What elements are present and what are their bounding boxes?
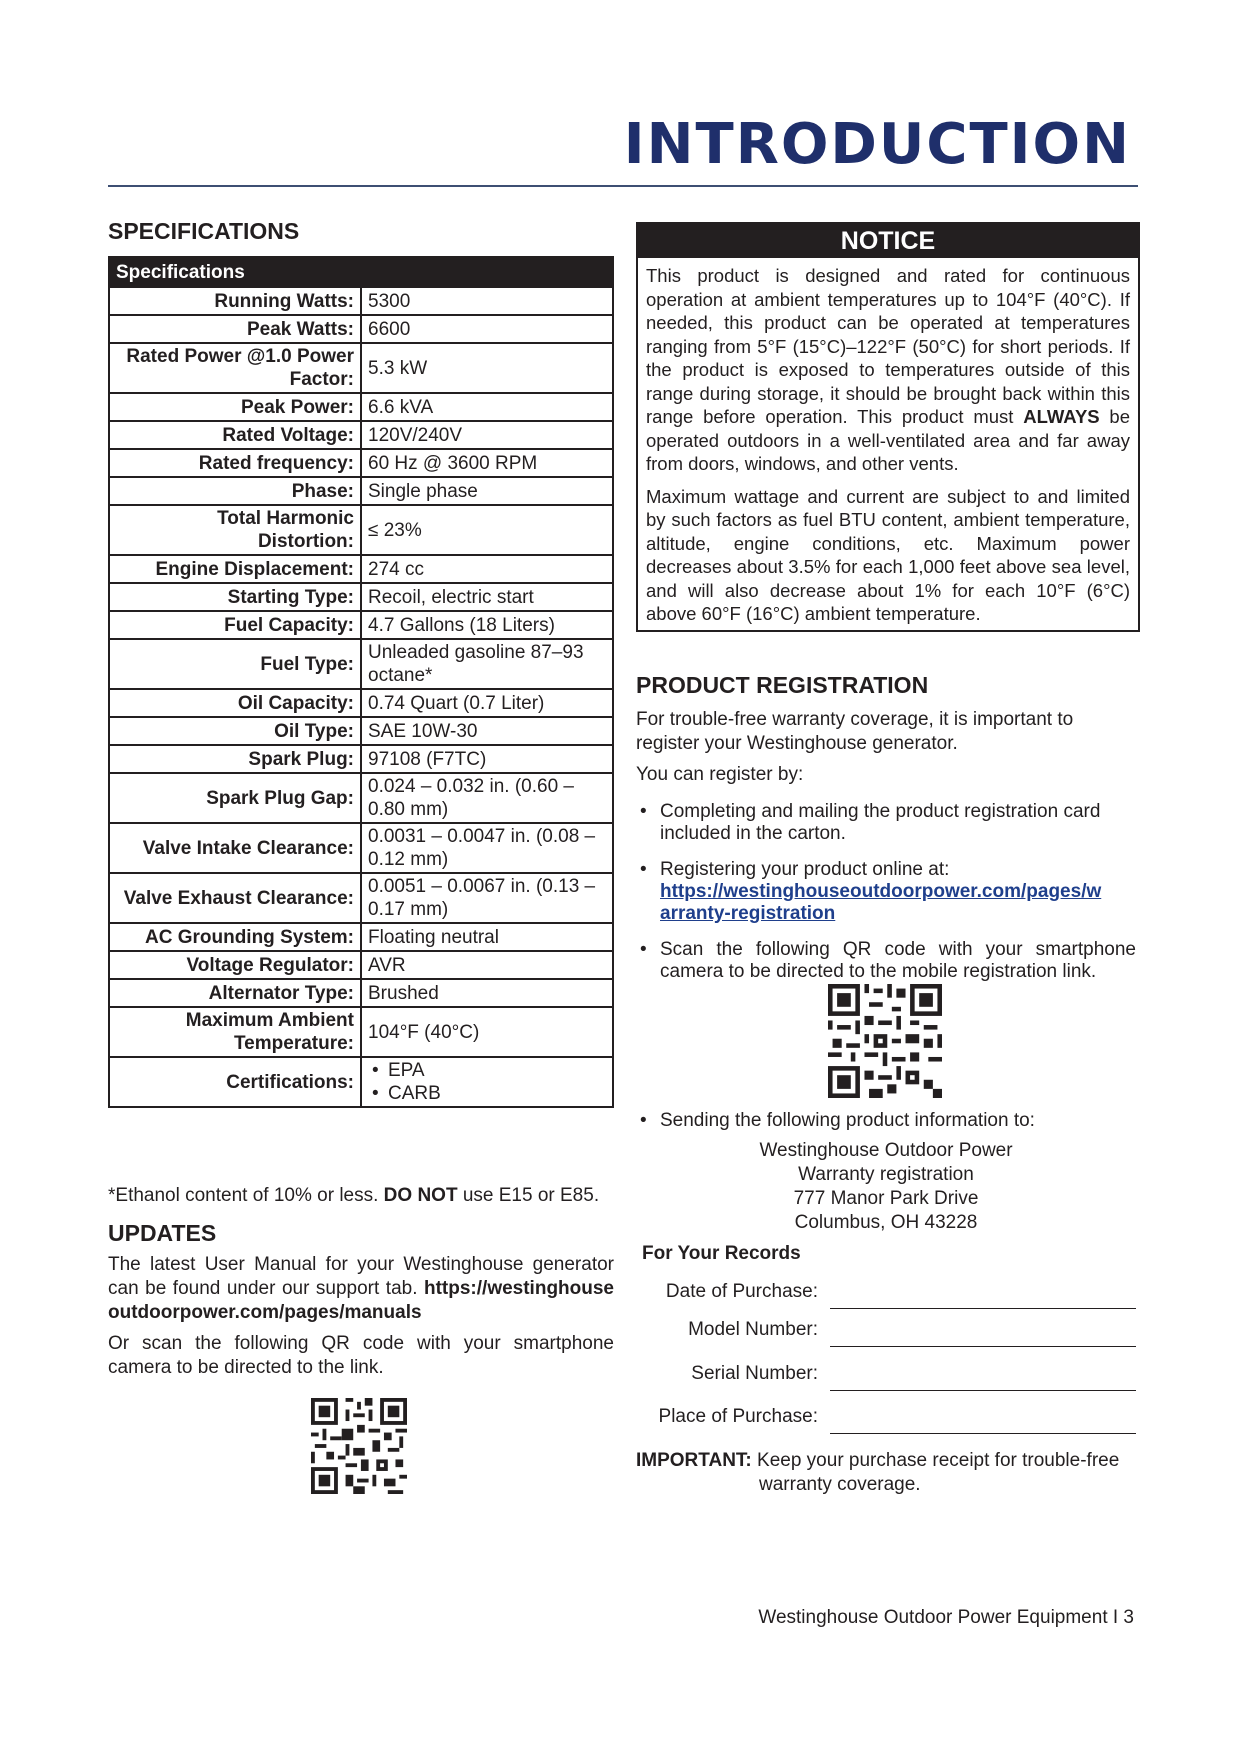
address-line: Warranty registration <box>798 1164 974 1185</box>
table-row <box>109 923 613 951</box>
table-row <box>109 583 613 611</box>
spec-value: Single phase <box>361 477 613 505</box>
spec-value: 0.74 Quart (0.7 Liter) <box>361 689 613 717</box>
list-item: • Sending the following product information to: <box>636 1110 1136 1132</box>
table-row <box>109 823 613 873</box>
spec-label: Valve Intake Clearance: <box>109 823 361 873</box>
spec-value: 97108 (F7TC) <box>361 745 613 773</box>
address-line: 777 Manor Park Drive <box>793 1188 979 1209</box>
table-row <box>109 773 613 823</box>
spec-label: Certifications: <box>109 1057 361 1107</box>
spec-value: 4.7 Gallons (18 Liters) <box>361 611 613 639</box>
table-row <box>109 555 613 583</box>
list-item: • Registering your product online at: https://westinghouseoutdoorpower.com/pages/warranty-registration <box>636 859 1136 925</box>
updates-heading: UPDATES <box>108 1220 217 1246</box>
table-row <box>109 315 613 343</box>
spec-label: Oil Capacity: <box>109 689 361 717</box>
updates-scan-text: Or scan the following QR code with your smartphone camera to be directed to the link. <box>108 1333 614 1378</box>
field-label: Place of Purchase: <box>658 1406 818 1427</box>
spec-label: AC Grounding System: <box>109 923 361 951</box>
spec-value: 0.024 – 0.032 in. (0.60 – 0.80 mm) <box>361 773 613 823</box>
certification-item: • EPA <box>388 1059 606 1082</box>
blank-line <box>830 1346 1136 1348</box>
model-number-field[interactable] <box>636 1317 1136 1347</box>
mailing-address <box>636 1139 1136 1235</box>
spec-value: 6.6 kVA <box>361 393 613 421</box>
table-row <box>109 745 613 773</box>
notice-heading: NOTICE <box>638 224 1138 258</box>
certification-item: • CARB <box>388 1082 606 1105</box>
table-row <box>109 689 613 717</box>
spec-value: ≤ 23% <box>361 505 613 555</box>
spec-value <box>361 1057 613 1107</box>
table-row <box>109 393 613 421</box>
spec-label: Rated Power @1.0 Power Factor: <box>109 343 361 393</box>
spec-label: Maximum Ambient Temperature: <box>109 1007 361 1057</box>
registration-methods <box>636 801 1136 997</box>
table-row <box>109 505 613 555</box>
spec-label: Phase: <box>109 477 361 505</box>
registration-intro: For trouble-free warranty coverage, it is important to register your Westinghouse generator. <box>636 709 1074 754</box>
page-title: INTRODUCTION <box>623 112 1131 177</box>
important-note: IMPORTANT: Keep your purchase receipt for trouble-free warranty coverage. <box>636 1450 1120 1495</box>
table-row <box>109 979 613 1007</box>
manuals-qr-code <box>311 1398 407 1494</box>
spec-label: Total Harmonic Distortion: <box>109 505 361 555</box>
spec-value: AVR <box>361 951 613 979</box>
spec-value: Brushed <box>361 979 613 1007</box>
register-by-label: You can register by: <box>636 764 804 785</box>
notice-paragraph: This product is designed and rated for continuous operation at ambient temperatures up to 104°F (40°C). If needed, this product can be operated at temperatures ranging from 5°F (15°C)–122°F (50°C) for short periods. If the product is exposed to temperatures outside of this range during storage, it should be brought back within this range before operation. This product must ALWAYS be operated outdoors in a well-ventilated area and far away from doors, windows, and other vents. <box>646 265 1130 474</box>
spec-value: Recoil, electric start <box>361 583 613 611</box>
spec-value: 0.0051 – 0.0067 in. (0.13 – 0.17 mm) <box>361 873 613 923</box>
spec-label: Fuel Type: <box>109 639 361 689</box>
updates-text: The latest User Manual for your Westinghouse generator can be found under our support tab. https://westinghouseoutdoorpower.com/pages/manuals <box>108 1254 614 1323</box>
manuals-link[interactable]: https://westinghouseoutdoorpower.com/pages/manuals <box>108 1278 614 1323</box>
table-row <box>109 611 613 639</box>
spec-label: Peak Power: <box>109 393 361 421</box>
blank-line <box>830 1390 1136 1392</box>
table-row <box>109 421 613 449</box>
table-row <box>109 951 613 979</box>
serial-number-field[interactable] <box>636 1361 1136 1391</box>
spec-value: 6600 <box>361 315 613 343</box>
field-label: Serial Number: <box>691 1363 818 1384</box>
notice-box <box>636 222 1140 632</box>
field-label: Model Number: <box>688 1319 818 1340</box>
address-line: Columbus, OH 43228 <box>794 1212 978 1233</box>
spec-label: Peak Watts: <box>109 315 361 343</box>
notice-paragraph: Maximum wattage and current are subject to and limited by such factors as fuel BTU content, ambient temperature, altitude, engine conditions, etc. Maximum power decreases about 3.5% for each 1,000 feet above sea level, and will also decrease about 1% for each 10°F (6°C) above 60°F (16°C) ambient temperature. <box>646 485 1130 624</box>
blank-line <box>830 1308 1136 1310</box>
spec-label: Starting Type: <box>109 583 361 611</box>
registration-qr-code <box>828 984 942 1098</box>
spec-label: Fuel Capacity: <box>109 611 361 639</box>
spec-label: Engine Displacement: <box>109 555 361 583</box>
spec-value: 274 cc <box>361 555 613 583</box>
spec-value: 120V/240V <box>361 421 613 449</box>
spec-label: Rated frequency: <box>109 449 361 477</box>
table-row <box>109 1057 613 1107</box>
specifications-heading: SPECIFICATIONS <box>108 218 300 244</box>
spec-value: 5300 <box>361 287 613 315</box>
blank-line <box>830 1433 1136 1435</box>
field-label: Date of Purchase: <box>665 1281 818 1302</box>
spec-label: Running Watts: <box>109 287 361 315</box>
ethanol-footnote: *Ethanol content of 10% or less. DO NOT use E15 or E85. <box>108 1185 600 1206</box>
table-row <box>109 873 613 923</box>
title-divider <box>108 185 1138 187</box>
specifications-table <box>108 256 614 1108</box>
spec-label: Spark Plug Gap: <box>109 773 361 823</box>
spec-label: Oil Type: <box>109 717 361 745</box>
table-row <box>109 343 613 393</box>
table-header: Specifications <box>109 257 613 287</box>
spec-value: SAE 10W-30 <box>361 717 613 745</box>
address-line: Westinghouse Outdoor Power <box>759 1140 1013 1161</box>
certifications-list <box>368 1059 606 1105</box>
spec-value: 5.3 kW <box>361 343 613 393</box>
date-of-purchase-field[interactable] <box>636 1279 1136 1309</box>
spec-label: Rated Voltage: <box>109 421 361 449</box>
table-row <box>109 1007 613 1057</box>
registration-heading: PRODUCT REGISTRATION <box>636 672 929 698</box>
spec-value: 104°F (40°C) <box>361 1007 613 1057</box>
table-row <box>109 477 613 505</box>
table-row <box>109 639 613 689</box>
page-footer: Westinghouse Outdoor Power Equipment I 3 <box>758 1607 1134 1628</box>
place-of-purchase-field[interactable] <box>636 1404 1136 1434</box>
table-row <box>109 449 613 477</box>
list-item: • Scan the following QR code with your smartphone camera to be directed to the mobile registration link. <box>636 939 1136 983</box>
spec-label: Voltage Regulator: <box>109 951 361 979</box>
table-row <box>109 717 613 745</box>
spec-label: Valve Exhaust Clearance: <box>109 873 361 923</box>
spec-value: Floating neutral <box>361 923 613 951</box>
spec-value: 0.0031 – 0.0047 in. (0.08 – 0.12 mm) <box>361 823 613 873</box>
spec-label: Alternator Type: <box>109 979 361 1007</box>
spec-value: Unleaded gasoline 87–93 octane* <box>361 639 613 689</box>
table-row <box>109 287 613 315</box>
spec-value: 60 Hz @ 3600 RPM <box>361 449 613 477</box>
spec-label: Spark Plug: <box>109 745 361 773</box>
records-heading: For Your Records <box>642 1243 801 1264</box>
warranty-registration-link[interactable]: https://westinghouseoutdoorpower.com/pages/warranty-registration <box>660 881 1102 924</box>
list-item: • Completing and mailing the product registration card included in the carton. <box>636 801 1136 845</box>
